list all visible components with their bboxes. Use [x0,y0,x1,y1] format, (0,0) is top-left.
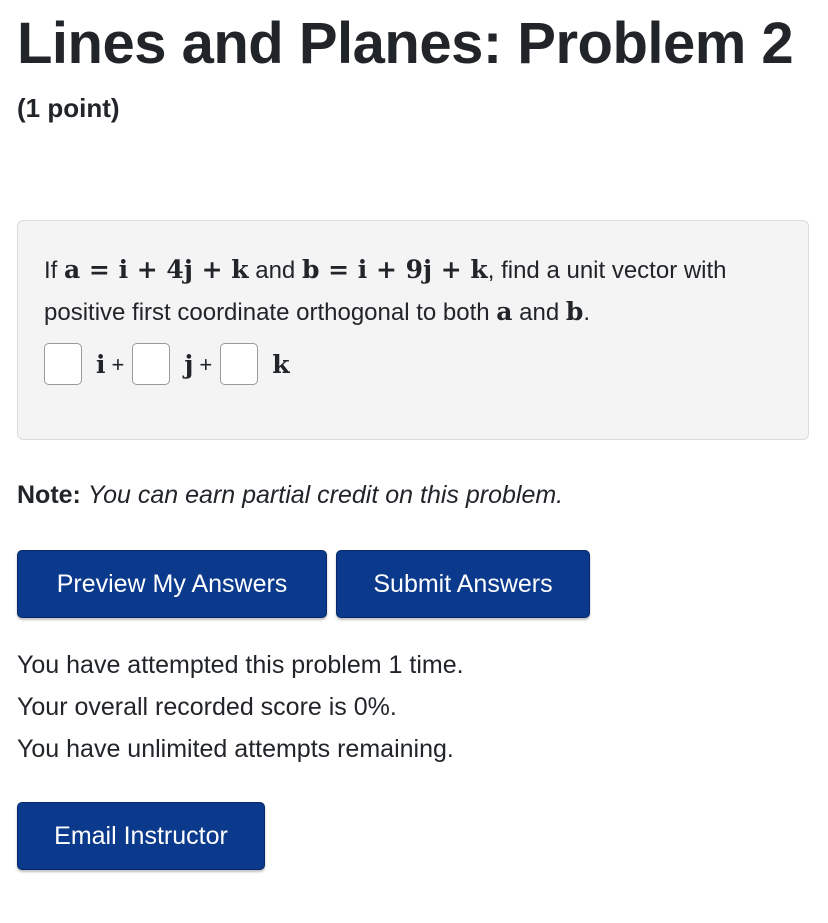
note-label: Note: [17,481,81,509]
vector-b-ref: b [565,297,584,326]
note-text: You can earn partial credit on this problem. [87,481,564,509]
problem-statement-box [17,220,809,440]
problem-text-question: , find a unit vector with positive first coordinate orthogonal to both [44,257,727,326]
email-instructor-button[interactable]: Email Instructor [17,802,265,870]
vector-a: a [64,255,81,284]
page-title: Lines and Planes: Problem 2 [17,11,794,76]
attempt-count-text: You have attempted this problem 1 time. [17,651,464,679]
answer-k-input[interactable] [220,343,258,385]
problem-text-and: and [248,257,302,284]
recorded-score-text: Your overall recorded score is 0%. [17,693,397,721]
problem-page [17,0,811,850]
problem-text [44,249,782,333]
answer-i-input[interactable] [44,343,82,385]
unit-k-label: k [272,349,290,379]
preview-answers-button[interactable]: Preview My Answers [17,550,327,618]
vector-b: b [301,255,320,284]
problem-text-if: If [44,257,65,284]
vector-b-definition: = i + 9j + k [319,255,488,284]
unit-j-label: j [184,349,194,379]
remaining-attempts-text: You have unlimited attempts remaining. [17,735,454,763]
plus-sign: + [199,351,213,377]
answer-row [44,339,782,389]
point-value: (1 point) [17,93,120,123]
answer-j-input[interactable] [132,343,170,385]
submit-answers-button[interactable]: Submit Answers [336,550,590,618]
vector-a-definition: = i + 4j + k [80,255,249,284]
unit-i-label: i [96,349,106,379]
problem-text-and-2: and [512,299,566,326]
partial-credit-note [17,479,563,511]
plus-sign: + [111,351,125,377]
problem-text-period: . [583,299,591,326]
vector-a-ref: a [496,297,513,326]
attempt-status [17,644,464,770]
